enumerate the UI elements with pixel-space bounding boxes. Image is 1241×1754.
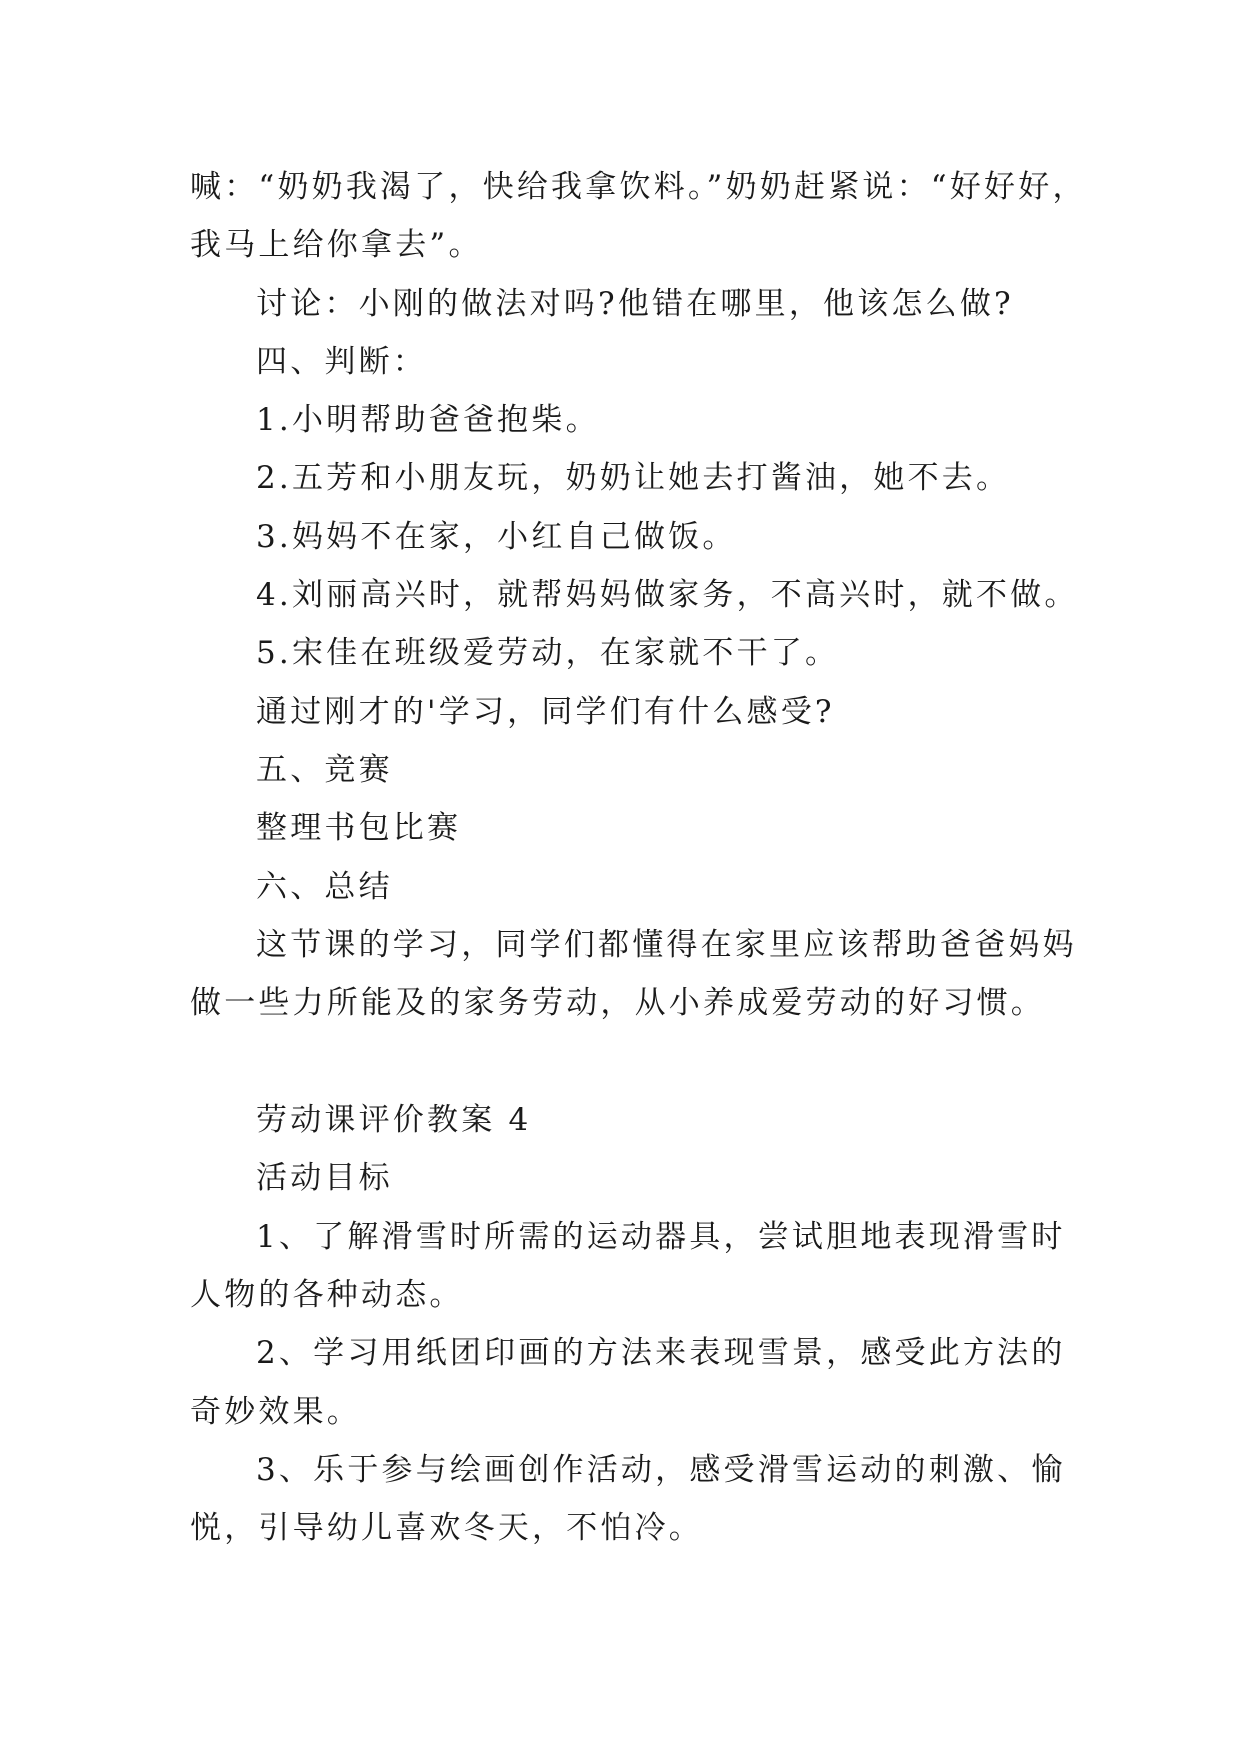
paragraph-line: 我马上给你拿去”。 bbox=[190, 227, 483, 263]
paragraph-line: 讨论：小刚的做法对吗?他错在哪里，他该怎么做? bbox=[256, 286, 1014, 322]
list-item: 4.刘丽高兴时，就帮妈妈做家务，不高兴时，就不做。 bbox=[256, 577, 1079, 613]
paragraph-line: 1、了解滑雪时所需的运动器具，尝试胆地表现滑雪时 bbox=[256, 1219, 1066, 1255]
list-item: 2.五芳和小朋友玩，奶奶让她去打酱油，她不去。 bbox=[256, 460, 1011, 496]
section-heading: 活动目标 bbox=[256, 1160, 393, 1196]
document-title: 劳动课评价教案 4 bbox=[256, 1102, 532, 1138]
paragraph-line: 通过刚才的'学习，同学们有什么感受? bbox=[256, 694, 835, 730]
paragraph-line: 做一些力所能及的家务劳动，从小养成爱劳动的好习惯。 bbox=[190, 985, 1045, 1021]
section-heading: 五、竞赛 bbox=[256, 752, 393, 788]
paragraph-line: 整理书包比赛 bbox=[256, 810, 462, 846]
paragraph-line: 这节课的学习，同学们都懂得在家里应该帮助爸爸妈妈 bbox=[256, 927, 1077, 963]
paragraph-line: 人物的各种动态。 bbox=[190, 1277, 464, 1313]
paragraph-line: 奇妙效果。 bbox=[190, 1394, 361, 1430]
paragraph-line: 2、学习用纸团印画的方法来表现雪景，感受此方法的 bbox=[256, 1335, 1066, 1371]
paragraph-line: 3、乐于参与绘画创作活动，感受滑雪运动的刺激、愉 bbox=[256, 1452, 1066, 1488]
list-item: 1.小明帮助爸爸抱柴。 bbox=[256, 402, 600, 438]
list-item: 3.妈妈不在家，小红自己做饭。 bbox=[256, 519, 737, 555]
paragraph-line: 悦，引导幼儿喜欢冬天，不怕冷。 bbox=[190, 1510, 703, 1546]
paragraph-line: 喊：“奶奶我渴了，快给我拿饮料。”奶奶赶紧说：“好好好， bbox=[190, 169, 1087, 205]
section-heading: 六、总结 bbox=[256, 869, 393, 905]
section-heading: 四、判断： bbox=[256, 344, 427, 380]
list-item: 5.宋佳在班级爱劳动，在家就不干了。 bbox=[256, 635, 840, 671]
